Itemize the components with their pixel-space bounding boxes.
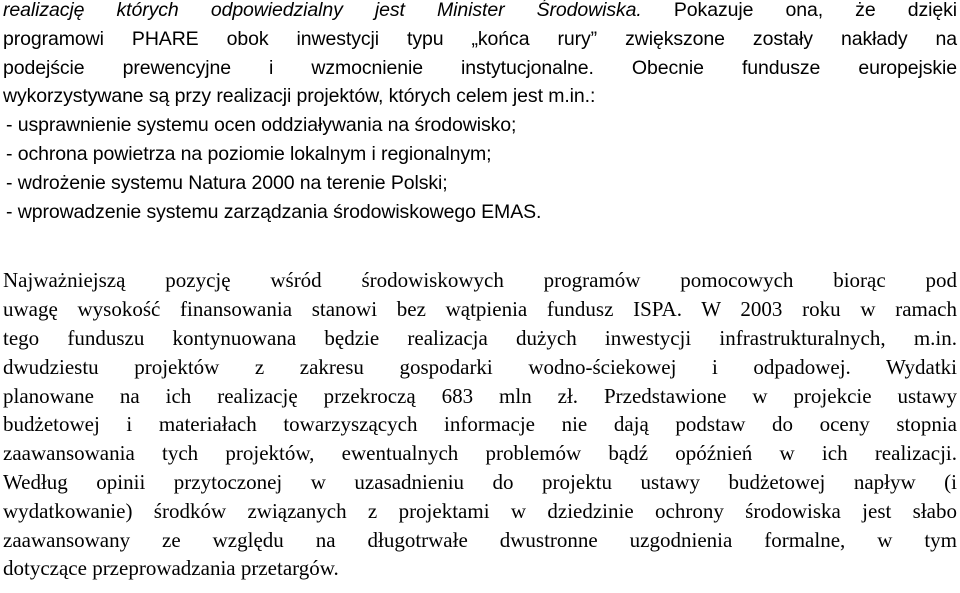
paragraph-2-line: budżetowej i materiałach towarzyszących informacje nie dają podstaw do oceny stopnia (3, 412, 957, 437)
paragraph-1-line-3: podejście prewencyjne i wzmocnienie instytucjonalne. Obecnie fundusze europejskie (3, 56, 957, 79)
paragraph-2-line: zaawansowany ze względu na długotrwałe dwustronne uzgodnienia formalne, w tym (3, 527, 957, 552)
paragraph-2 (3, 266, 957, 583)
bullet-item: - usprawnienie systemu ocen oddziaływania na środowisko; (6, 114, 517, 137)
bullet-item: - ochrona powietrza na poziomie lokalnym i regionalnym; (6, 142, 492, 165)
paragraph-2-line: dotyczące przeprowadzania przetargów. (3, 556, 339, 581)
paragraph-2-line: Najważniejszą pozycję wśród środowiskowych programów pomocowych biorąc pod (3, 268, 957, 293)
paragraph-2-line: dwudziestu projektów z zakresu gospodarki wodno-ściekowej i odpadowej. Wydatki (3, 354, 957, 379)
paragraph-1-line-4: wykorzystywane są przy realizacji projektów, których celem jest m.in.: (3, 85, 596, 108)
italic-fragment: realizację których odpowiedzialny jest Minister Środowiska. (3, 0, 642, 21)
paragraph-2-line: tego funduszu kontynuowana będzie realizacja dużych inwestycji infrastrukturalnych, m.in. (3, 325, 957, 350)
paragraph-2-line: wydatkowanie) środków związanych z projektami w dziedzinie ochrony środowiska jest słabo (3, 498, 957, 523)
paragraph-2-line: planowane na ich realizację przekroczą 683 mln zł. Przedstawione w projekcie ustawy (3, 383, 957, 408)
paragraph-2-line: zaawansowania tych projektów, ewentualnych problemów bądź opóźnień w ich realizacji. (3, 441, 957, 466)
paragraph-spacer (3, 226, 957, 266)
paragraph-2-line: uwagę wysokość finansowania stanowi bez wątpienia fundusz ISPA. W 2003 roku w ramach (3, 297, 957, 322)
document-page (3, 0, 957, 583)
bullet-item: - wprowadzenie systemu zarządzania środowiskowego EMAS. (6, 200, 542, 223)
bullet-list (3, 111, 957, 226)
text-fragment: Pokazuje ona, że dzięki (641, 0, 957, 21)
paragraph-2-line: Według opinii przytoczonej w uzasadnieniu do projektu ustawy budżetowej napływ (i (3, 469, 957, 494)
paragraph-1-line-1 (3, 0, 957, 25)
bullet-item: - wdrożenie systemu Natura 2000 na terenie Polski; (6, 171, 448, 194)
paragraph-1-line-2: programowi PHARE obok inwestycji typu „końca rury” zwiększone zostały nakłady na (3, 27, 957, 50)
